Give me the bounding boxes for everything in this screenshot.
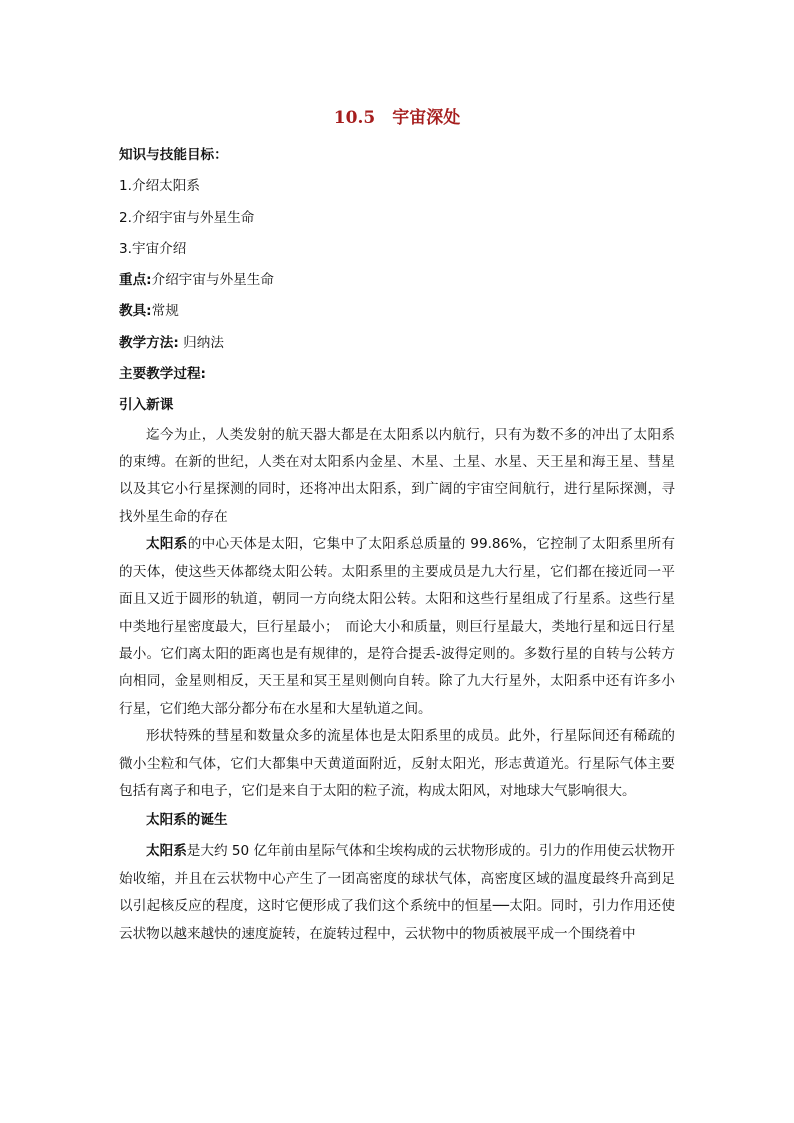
intro-heading: 引入新课	[119, 397, 174, 414]
key-point-value: 介绍宇宙与外星生命	[151, 272, 274, 289]
key-point-line	[119, 265, 675, 296]
key-point-label: 重点:	[119, 272, 152, 289]
paragraph-body: 的中心天体是太阳，它集中了太阳系总质量的 99.86%，它控制了太阳系里所有的天体，使这些天体都绕太阳公转。太阳系里的主要成员是九大行星，它们都在接近同一平面且又近于圆形的轨道，朝同一方向绕太阳公转。太阳和这些行星组成了行星系。这些行星中类地行星密度最大，巨行星最小； 而论大小和质量，则巨行星最大，类地行星和远日行星最小。它们离太阳的距离也是有规律的，是符合提丢-波得定则的。多数行星的自转与公转方向相同，金星则相反，天王星和冥王星则侧向自转。除了九大行星外，太阳系中还有许多小行星，它们绝大部分都分布在水星和大星轨道之间。	[119, 536, 676, 717]
method-label: 教学方法:	[119, 334, 179, 351]
paragraph-lead-term: 太阳系	[146, 843, 187, 860]
tools-value: 常规	[151, 303, 179, 320]
paragraph-comets: 形状特殊的彗星和数量众多的流星体也是太阳系里的成员。此外，行星际间还有稀疏的微小尘粒和气体，它们大都集中天黄道面附近，反射太阳光，形志黄道光。行星际气体主要包括有离子和电子，它们是来自于太阳的粒子流，构成太阳风，对地球大气影响很大。	[119, 728, 675, 799]
objective-item: 2.介绍宇宙与外星生命	[119, 209, 255, 226]
process-heading: 主要教学过程:	[119, 366, 206, 383]
paragraph-lead-term: 太阳系	[146, 536, 188, 553]
section-heading-birth: 太阳系的诞生	[146, 812, 228, 829]
objective-item: 1.介绍太阳系	[119, 178, 200, 195]
objective-item: 3.宇宙介绍	[119, 240, 187, 257]
paragraph-birth	[119, 838, 675, 948]
objectives-heading: 知识与技能目标：	[119, 147, 228, 163]
tools-line	[119, 296, 675, 327]
method-line	[119, 328, 675, 359]
paragraph-intro: 迄今为止，人类发射的航天器大都是在太阳系以内航行，只有为数不多的冲出了太阳系的束缚。在新的世纪，人类在对太阳系内金星、木星、土星、水星、天王星和海王星、彗星以及其它小行星探测的同时，还将冲出太阳系，到广阔的宇宙空间航行，进行星际探测，寻找外星生命的存在	[119, 426, 675, 525]
tools-label: 教具:	[119, 303, 152, 320]
paragraph-solar-system	[119, 531, 675, 723]
paragraph-body: 是大约 50 亿年前由星际气体和尘埃构成的云状物形成的。引力的作用使云状物开始收缩，并且在云状物中心产生了一团高密度的球状气体，高密度区域的温度最终升高到足以引起核反应的程度，这时它便形成了我们这个系统中的恒星──太阳。同时，引力作用还使云状物以越来越快的速度旋转，在旋转过程中，云状物中的物质被展平成一个围绕着中	[119, 843, 676, 942]
page-title: 10.5 宇宙深处	[333, 108, 461, 128]
method-value: 归纳法	[178, 334, 224, 351]
document-page	[119, 100, 675, 948]
